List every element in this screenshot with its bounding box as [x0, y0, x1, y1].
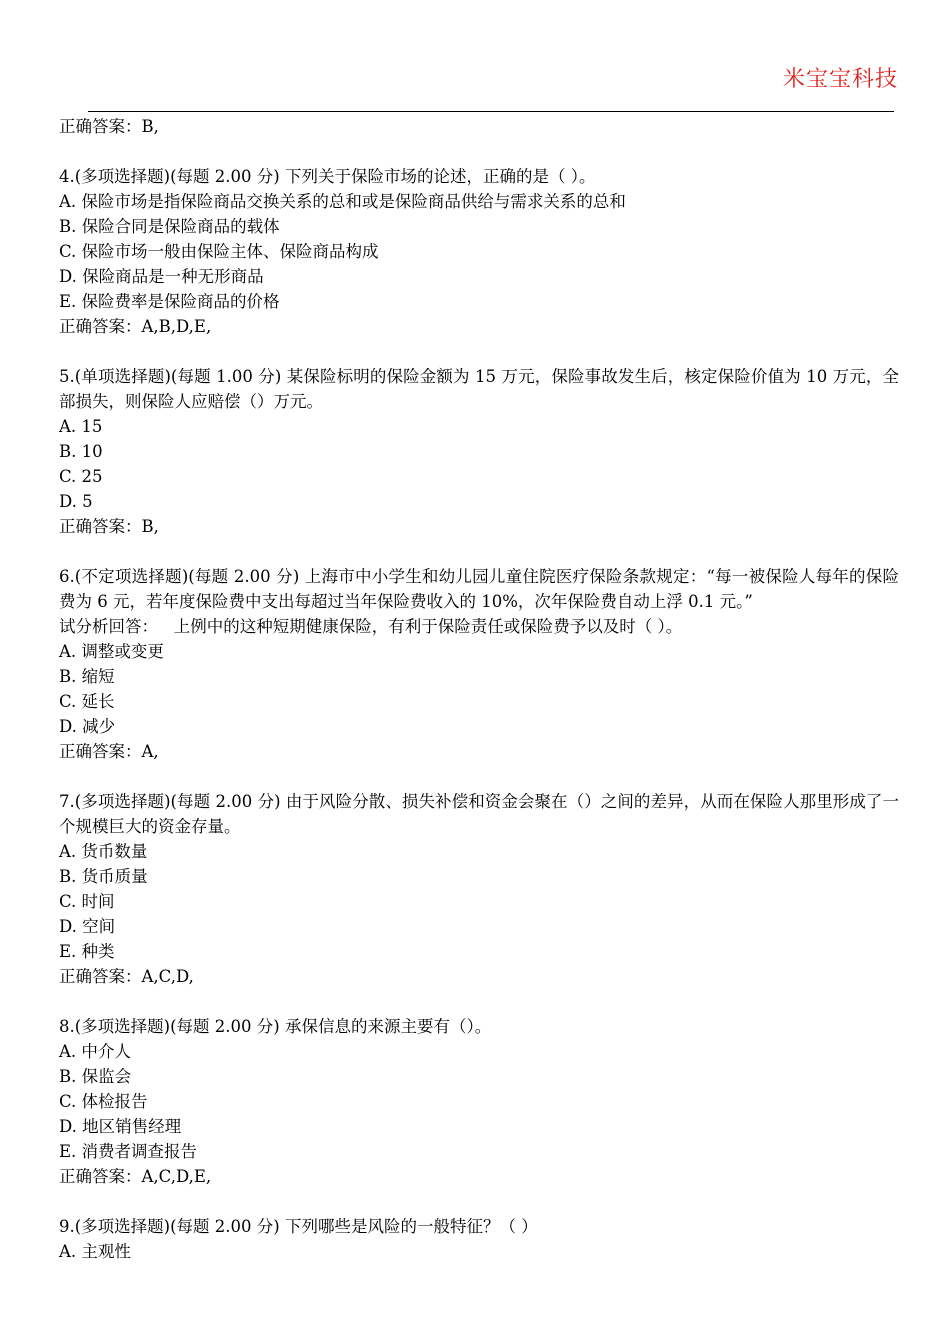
spacer — [59, 989, 899, 1014]
option-b: B. 货币质量 — [59, 867, 148, 886]
spacer — [59, 764, 899, 789]
option-d: D. 保险商品是一种无形商品 — [59, 267, 264, 286]
option-d: D. 减少 — [59, 717, 116, 736]
question-8 — [59, 1014, 899, 1189]
option-e: E. 种类 — [59, 942, 115, 961]
question-5 — [59, 364, 899, 539]
correct-answer: 正确答案：B, — [59, 517, 159, 536]
question-stem: 4.(多项选择题)(每题 2.00 分) 下列关于保险市场的论述，正确的是（ ）。 — [59, 167, 596, 186]
document-body — [59, 114, 899, 1264]
question-6 — [59, 564, 899, 764]
question-stem: 6.(不定项选择题)(每题 2.00 分) 上海市中小学生和幼儿园儿童住院医疗保险条款规定：“每一被保险人每年的保险费为 6 元，若年度保险费中支出每超过当年保险费收入的 10%，次年保险费自动上浮 0.1 元。” — [59, 567, 899, 611]
option-c: C. 延长 — [59, 692, 115, 711]
sub-question: 试分析回答： 上例中的这种短期健康保险，有利于保险责任或保险费予以及时（ ）。 — [59, 617, 683, 636]
option-a: A. 中介人 — [59, 1042, 131, 1061]
question-stem: 8.(多项选择题)(每题 2.00 分) 承保信息的来源主要有（）。 — [59, 1017, 492, 1036]
option-b: B. 缩短 — [59, 667, 115, 686]
option-d: D. 空间 — [59, 917, 116, 936]
question-9 — [59, 1214, 899, 1264]
correct-answer: 正确答案：A,B,D,E, — [59, 317, 212, 336]
option-a: A. 15 — [59, 417, 103, 436]
header-rule — [88, 111, 894, 112]
option-c: C. 体检报告 — [59, 1092, 148, 1111]
spacer — [59, 139, 899, 164]
correct-answer: 正确答案：A,C,D, — [59, 967, 194, 986]
option-a: A. 调整或变更 — [59, 642, 164, 661]
option-b: B. 保险合同是保险商品的载体 — [59, 217, 280, 236]
correct-answer: 正确答案：A, — [59, 742, 159, 761]
option-a: A. 主观性 — [59, 1242, 131, 1261]
option-d: D. 5 — [59, 492, 93, 511]
option-b: B. 保监会 — [59, 1067, 132, 1086]
question-7 — [59, 789, 899, 989]
spacer — [59, 339, 899, 364]
option-e: E. 保险费率是保险商品的价格 — [59, 292, 280, 311]
question-stem: 9.(多项选择题)(每题 2.00 分) 下列哪些是风险的一般特征？（ ） — [59, 1217, 538, 1236]
option-c: C. 保险市场一般由保险主体、保险商品构成 — [59, 242, 379, 261]
option-d: D. 地区销售经理 — [59, 1117, 182, 1136]
spacer — [59, 1189, 899, 1214]
question-stem: 7.(多项选择题)(每题 2.00 分) 由于风险分散、损失补偿和资金会聚在（）之间的差异，从而在保险人那里形成了一个规模巨大的资金存量。 — [59, 792, 899, 836]
question-4 — [59, 164, 899, 339]
option-e: E. 消费者调查报告 — [59, 1142, 198, 1161]
previous-answer: 正确答案：B, — [59, 117, 159, 136]
correct-answer: 正确答案：A,C,D,E, — [59, 1167, 212, 1186]
spacer — [59, 539, 899, 564]
option-a: A. 保险市场是指保险商品交换关系的总和或是保险商品供给与需求关系的总和 — [59, 192, 626, 211]
option-c: C. 时间 — [59, 892, 115, 911]
brand-watermark: 米宝宝科技 — [782, 67, 898, 92]
option-c: C. 25 — [59, 467, 103, 486]
option-b: B. 10 — [59, 442, 103, 461]
option-a: A. 货币数量 — [59, 842, 148, 861]
question-stem: 5.(单项选择题)(每题 1.00 分) 某保险标明的保险金额为 15 万元，保险事故发生后，核定保险价值为 10 万元，全部损失，则保险人应赔偿（）万元。 — [59, 367, 899, 411]
